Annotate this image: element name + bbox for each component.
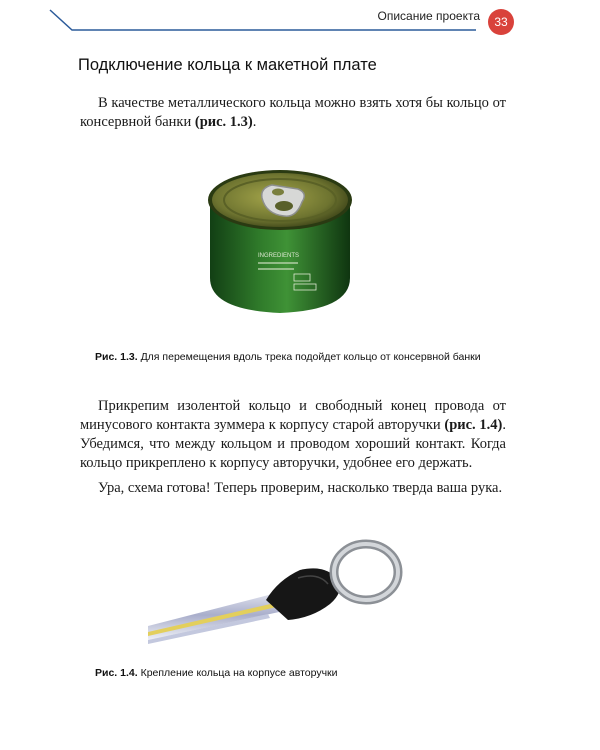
- figure-ref-1-4: (рис. 1.4): [444, 417, 503, 433]
- ring-icon: [334, 544, 398, 600]
- paragraph-1-text: В качестве металлического кольца можно взять хотя бы кольцо от консервной банки: [80, 95, 506, 130]
- paragraph-1: [80, 94, 506, 132]
- figure-1-3-caption: [95, 350, 495, 364]
- figure-1-4-caption-text: Крепление кольца на корпусе авторучки: [137, 667, 338, 679]
- paragraph-3: [80, 479, 506, 498]
- figure-1-3-can-image: [200, 158, 360, 318]
- section-title: Подключение кольца к макетной плате: [78, 56, 377, 74]
- figure-1-3-label: Рис. 1.3.: [95, 351, 138, 363]
- figure-1-3-caption-text: Для перемещения вдоль трека подойдет кольцо от консервной банки: [137, 351, 481, 363]
- paragraph-2-text-b: . Убедимся, что между кольцом и проводом хороший контакт. Когда кольцо прикреплено к корпусу авторучки, удобнее его держать.: [80, 417, 506, 471]
- can-label-text: INGREDIENTS: [258, 253, 300, 259]
- figure-1-4-label: Рис. 1.4.: [95, 667, 138, 679]
- figure-ref-1-3: (рис. 1.3): [194, 114, 253, 130]
- paragraph-3-text: Ура, схема готова! Теперь проверим, насколько тверда ваша рука.: [98, 480, 503, 496]
- paragraph-2-text-a: Прикрепим изолентой кольцо и свободный конец провода от минусового контакта зуммера к корпусу старой авторучки: [80, 398, 506, 433]
- paragraph-1-end: .: [252, 114, 257, 130]
- figure-1-4-caption: [95, 666, 495, 680]
- running-head: Описание проекта: [377, 9, 480, 23]
- page-number-badge: 33: [488, 9, 514, 35]
- figure-1-4-pen-image: [148, 528, 408, 652]
- paragraph-2: [80, 397, 506, 473]
